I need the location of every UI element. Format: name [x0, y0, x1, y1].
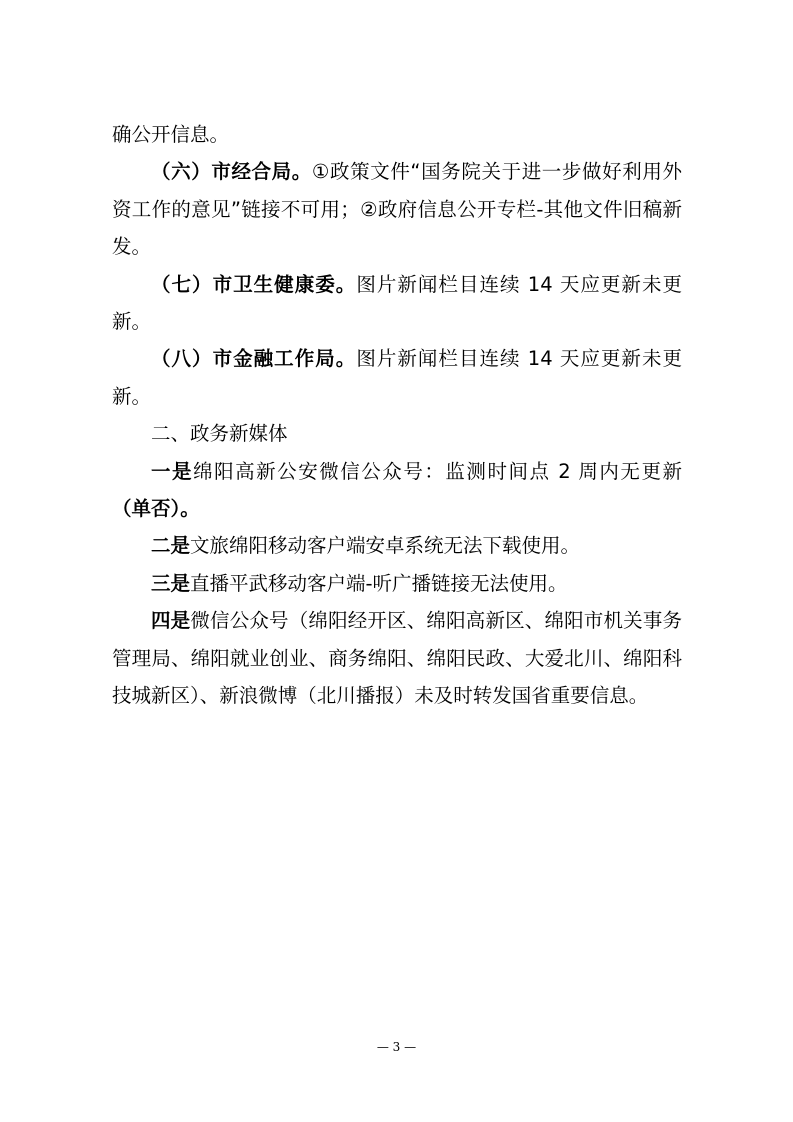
paragraph-continuation	[112, 116, 682, 153]
paragraph-label: 一是	[151, 459, 194, 483]
paragraph-item-two	[112, 527, 682, 564]
paragraph-item-three	[112, 565, 682, 602]
section-heading-text: 二、政务新媒体	[151, 422, 288, 446]
paragraph-text: 文旅绵阳移动客户端安卓系统无法下载使用。	[190, 534, 581, 558]
paragraph-label: （八）市金融工作局。	[151, 347, 357, 371]
paragraph-label: 二是	[151, 534, 191, 558]
paragraph-health-commission	[112, 266, 682, 341]
paragraph-suffix: （单否）。	[112, 497, 200, 521]
paragraph-item-one	[112, 453, 682, 528]
document-body	[112, 116, 682, 715]
paragraph-text: 确公开信息。	[112, 123, 230, 146]
section-heading-new-media	[112, 415, 682, 452]
page-number: — 3 —	[376, 1040, 417, 1054]
paragraph-label: 三是	[151, 571, 191, 595]
paragraph-text: 图片新闻栏目连续 14 天应更新未更新。	[112, 347, 682, 408]
paragraph-text: 直播平武移动客户端-听广播链接无法使用。	[190, 571, 568, 595]
paragraph-item-four	[112, 602, 682, 714]
paragraph-text: ①政策文件“国务院关于进一步做好利用外资工作的意见”链接不可用；②政府信息公开专栏-其他文件旧稿新发。	[112, 160, 682, 259]
paragraph-text: 微信公众号（绵阳经开区、绵阳高新区、绵阳市机关事务管理局、绵阳就业创业、商务绵阳、绵阳民政、大爱北川、绵阳科技城新区）、新浪微博（北川播报）未及时转发国省重要信息。	[112, 609, 682, 708]
paragraph-text: 绵阳高新公安微信公众号：监测时间点 2 周内无更新	[193, 459, 682, 483]
paragraph-economic-cooperation-bureau	[112, 153, 682, 265]
paragraph-finance-bureau	[112, 340, 682, 415]
paragraph-label: （七）市卫生健康委。	[151, 272, 357, 296]
paragraph-label: 四是	[151, 609, 191, 633]
paragraph-label: （六）市经合局。	[151, 160, 312, 184]
paragraph-text: 图片新闻栏目连续 14 天应更新未更新。	[112, 272, 682, 334]
